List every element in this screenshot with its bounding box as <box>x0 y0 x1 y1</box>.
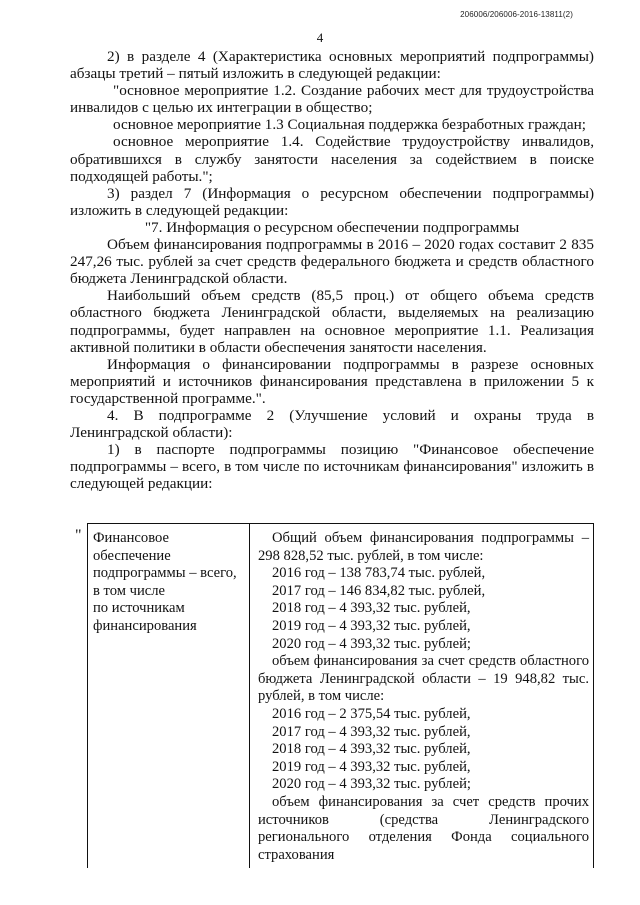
paragraph-passport-change: 1) в паспорте подпрограммы позицию "Финансовое обеспечение подпрограммы – всего, в том числе по источникам финансирования" изложить в следующей редакции: <box>70 441 594 493</box>
label-line: подпрограммы – всего, <box>93 565 237 582</box>
regional-year-2019: 2019 год – 4 393,32 тыс. рублей, <box>272 758 471 775</box>
regional-financing-text: объем финансирования за счет средств областного бюджета Ленинградской области – 19 948,82 тыс. рублей, в том числе: <box>258 653 589 705</box>
label-line: Финансовое <box>93 530 169 546</box>
document-id: 206006/206006-2016-13811(2) <box>460 10 573 19</box>
regional-year-2018: 2018 год – 4 393,32 тыс. рублей, <box>272 741 471 758</box>
document-body <box>70 48 594 492</box>
table-row <box>88 524 594 869</box>
regional-year-2020: 2020 год – 4 393,32 тыс. рублей; <box>272 776 471 793</box>
financing-table <box>87 523 594 868</box>
paragraph-funding-info: Информация о финансировании подпрограммы в разрезе основных мероприятий и источников финансирования представлена в приложении 5 к государственной программе.". <box>70 355 594 407</box>
paragraph-section7-intro: 3) раздел 7 (Информация о ресурсном обеспечении подпрограммы) изложить в следующей редакции: <box>70 184 594 219</box>
page-number: 4 <box>316 30 324 45</box>
paragraph-funding-volume: Объем финансирования подпрограммы в 2016 – 2020 годах составит 2 835 247,26 тыс. рублей за счет средств федерального бюджета и средств областного бюджета Ленинградской области. <box>70 236 594 288</box>
label-line: по источникам <box>93 600 185 617</box>
financing-value-cell <box>250 524 594 869</box>
regional-year-2016: 2016 год – 2 375,54 тыс. рублей, <box>272 705 471 722</box>
paragraph-measure-1-3: основное мероприятие 1.3 Социальная поддержка безработных граждан; <box>113 116 586 134</box>
section7-heading: "7. Информация о ресурсном обеспечении подпрограммы <box>144 218 520 236</box>
table-open-quote: " <box>75 527 82 544</box>
regional-year-2017: 2017 год – 4 393,32 тыс. рублей, <box>272 723 471 740</box>
paragraph-measure-1-4: основное мероприятие 1.4. Содействие трудоустройству инвалидов, обратившихся в службу занятости населения за содействием в поиске подходящей работы."; <box>70 133 594 185</box>
total-year-2019: 2019 год – 4 393,32 тыс. рублей, <box>272 617 471 634</box>
total-year-2016: 2016 год – 138 783,74 тыс. рублей, <box>272 565 486 582</box>
label-line: обеспечение <box>93 547 171 564</box>
label-line: в том числе <box>93 582 166 599</box>
paragraph-section4-intro: 2) в разделе 4 (Характеристика основных мероприятий подпрограммы) абзацы третий – пятый изложить в следующей редакции: <box>70 48 594 83</box>
other-sources-text: объем финансирования за счет средств прочих источников (средства Ленинградского регионального отделения Фонда социального страхования <box>258 793 589 863</box>
label-line: финансирования <box>93 617 197 634</box>
total-financing-text: Общий объем финансирования подпрограммы – 298 828,52 тыс. рублей, в том числе: <box>258 530 589 564</box>
financing-label-cell <box>88 524 250 869</box>
total-year-2020: 2020 год – 4 393,32 тыс. рублей; <box>272 635 471 652</box>
total-year-2018: 2018 год – 4 393,32 тыс. рублей, <box>272 600 471 617</box>
paragraph-subprogram-2: 4. В подпрограмме 2 (Улучшение условий и охраны труда в Ленинградской области): <box>70 406 594 442</box>
total-year-2017: 2017 год – 146 834,82 тыс. рублей, <box>272 582 486 599</box>
paragraph-largest-share: Наибольший объем средств (85,5 проц.) от общего объема средств областного бюджета Ленинградской области, выделяемых на реализацию подпрограммы, будет направлен на основное мероприятие 1.1. Реализация активной политики в области обеспечения занятости населения. <box>70 287 594 356</box>
paragraph-measure-1-2: "основное мероприятие 1.2. Создание рабочих мест для трудоустройства инвалидов с целью их интеграции в общество; <box>70 82 594 117</box>
